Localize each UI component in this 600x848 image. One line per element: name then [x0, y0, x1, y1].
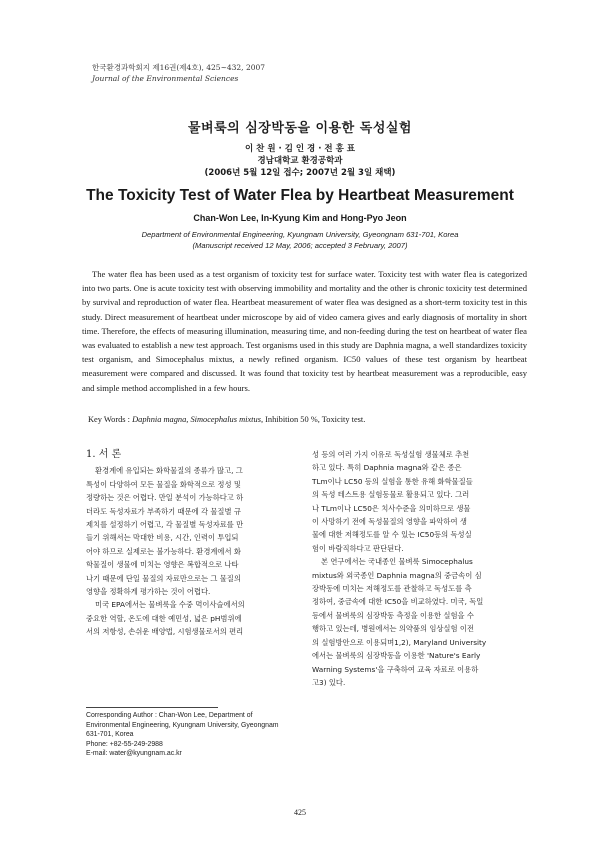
- keywords-species: Daphnia magna, Simocephalus mixtus,: [132, 415, 264, 424]
- body-text-line: 서의 저항성, 손쉬운 배양법, 시험생물로서의 편리: [86, 627, 244, 637]
- footnote-line: Corresponding Author : Chan-Won Lee, Department of: [86, 712, 253, 719]
- body-text-line: 나 TLm이나 LC50은 치사수준을 의미하므로 생물: [312, 503, 471, 513]
- body-text-line: 성 등의 여러 가지 이유로 독성실험 생물체로 추천: [312, 450, 470, 459]
- body-text-line: 정하여, 중금속에 대한 IC50을 비교하였다. 미국, 독일: [312, 597, 484, 607]
- journal-citation-ko: 한국환경과학회지 제16권(제4호), 425~432, 2007: [92, 63, 266, 72]
- authors-korean-block: [0, 143, 600, 179]
- received-date-english: (Manuscript received 12 May, 2006; accepted 3 February, 2007): [192, 241, 408, 250]
- authors-korean: 이 찬 원 · 김 인 경 · 전 홍 표: [245, 144, 355, 154]
- body-text-line: 특성이 다양하여 모든 물질을 화학적으로 정성 및: [86, 479, 241, 489]
- body-text-line: 본 연구에서는 국내종인 물벼룩 Simocephalus: [321, 557, 473, 567]
- received-date-korean: (2006년 5월 12일 접수; 2007년 2월 3일 채택): [204, 168, 396, 178]
- title-korean: 물벼룩의 심장박동을 이용한 독성실험: [187, 121, 412, 136]
- body-text-line: 이 사망하기 전에 독성물질의 영향을 파악하여 생: [312, 517, 467, 527]
- affiliation-english-block: [0, 229, 600, 251]
- body-text-line: 정량하는 것은 어렵다. 만일 분석이 가능하다고 하: [86, 493, 244, 503]
- left-column-text: [86, 464, 301, 638]
- authors-english: Chan-Won Lee, In-Kyung Kim and Hong-Pyo Jeon: [193, 213, 407, 223]
- journal-header: [92, 62, 265, 84]
- body-text-line: 의 실험방안으로 이용되며1,2), Maryland University: [312, 637, 487, 647]
- right-column-text: [312, 448, 527, 689]
- body-text-line: TLm이나 LC50 등의 실험을 통한 유해 화학물질들: [312, 476, 473, 486]
- affiliation-korean: 경남대학교 환경공학과: [257, 156, 343, 166]
- footnote-line: Phone: +82-55-249-2988: [86, 740, 163, 748]
- footnote-divider: [86, 707, 218, 708]
- keywords: [88, 414, 528, 426]
- body-text-line: 나기 때문에 단일 물질의 자료만으로는 그 물질의: [86, 573, 241, 583]
- body-column-left: [86, 448, 301, 639]
- body-text-line: 하고 있다. 특히 Daphnia magna와 같은 종은: [312, 463, 462, 473]
- body-text-line: 환경계에 유입되는 화학물질의 종류가 많고, 그: [95, 466, 243, 476]
- body-text-line: 중요한 역할, 온도에 대한 예민성, 넓은 pH범위에: [86, 613, 242, 623]
- body-text-line: 학물질이 생물에 미치는 영향은 복합적으로 나타: [86, 560, 239, 570]
- body-text-line: 장박동에 미치는 저해정도를 관찰하고 독성도를 측: [312, 584, 472, 594]
- keywords-label: Key Words :: [88, 415, 133, 424]
- body-text-line: 들기 위해서는 막대한 비용, 시간, 인력이 투입되: [86, 533, 239, 543]
- affiliation-english: Department of Environmental Engineering, Kyungnam University, Gyeongnam 631-701, Korea: [141, 230, 459, 239]
- body-text-line: mixtus와 외국종인 Daphnia magna의 중금속이 심: [312, 570, 482, 580]
- body-text-line: 의 독성 테스트용 실험동물로 활용되고 있다. 그러: [312, 490, 470, 500]
- body-text-line: 고3) 있다.: [312, 677, 346, 687]
- section-heading: 1. 서 론: [86, 449, 122, 460]
- body-text-line: 에서는 물벼룩의 심장박동을 이용한 'Nature's Early: [312, 651, 481, 661]
- footnote-line: 631-701, Korea: [86, 731, 134, 738]
- body-text-line: 미국 EPA에서는 물벼룩을 수중 먹이사슬에서의: [95, 600, 245, 610]
- body-text-line: 행하고 있는데, 병원에서는 의약품의 임상실험 이전: [312, 624, 474, 634]
- body-text-line: 더라도 독성자료가 부족하기 때문에 각 물질별 규: [86, 506, 241, 516]
- body-text-line: 물에 대한 저해정도를 알 수 있는 IC50등의 독성실: [312, 530, 472, 540]
- footnote-line: Environmental Engineering, Kyungnam University, Gyeongnam: [86, 721, 279, 729]
- body-text-line: 제치를 설정하기 어렵고, 각 물질별 독성자료를 만: [86, 520, 244, 530]
- footnote-line: E-mail: water@kyungnam.ac.kr: [86, 750, 182, 757]
- title-english: The Toxicity Test of Water Flea by Heartbeat Measurement: [86, 187, 514, 204]
- page-number: 425: [294, 808, 306, 817]
- corresponding-author-footnote: [86, 711, 306, 759]
- body-text-line: Warning Systems'을 구축하여 교육 자료로 이용하: [312, 664, 479, 674]
- keywords-rest: Inhibition 50 %, Toxicity test.: [263, 415, 366, 424]
- body-column-right: [312, 448, 527, 689]
- body-text-line: 영향을 정확하게 평가하는 것이 어렵다.: [86, 587, 211, 597]
- body-text-line: 어야 하므로 실제로는 불가능하다. 환경계에서 화: [86, 546, 241, 556]
- body-text-line: 험이 바람직하다고 판단된다.: [312, 543, 404, 553]
- abstract: The water flea has been used as a test organism of toxicity test for surface water. Toxicity test with water flea is categorized into two parts. One is acute toxicity test with observing immobility and mortality and the other is chronic toxicity test determined by survival and reproduction of water flea. Heartbeat measurement of water flea was designed as a short-term toxicity test in this study. Direct measurement of heartbeat under microscope by aid of video camera gives and early diagnosis of mortality in short time. Therefore, the effects of measuring illumination, measuring time, and non-feeding during the test on heartbeat of water flea was evaluated to establish a new test approach. Test organisms used in this study are Daphnia magna, a well standardizes toxicity test organism, and Simocephalus mixtus, a newly refined organism. IC50 values of these test organism by heartbeat measurement were compared and discussed. It was found that toxicity test by heartbeat measurement was a reproducible, easy and simple method accomplished in a few hours.: [82, 269, 527, 393]
- body-text-line: 등에서 물벼룩의 심장박동 측정을 이용한 실험을 수: [312, 610, 474, 620]
- journal-name-en: Journal of the Environmental Sciences: [92, 74, 239, 83]
